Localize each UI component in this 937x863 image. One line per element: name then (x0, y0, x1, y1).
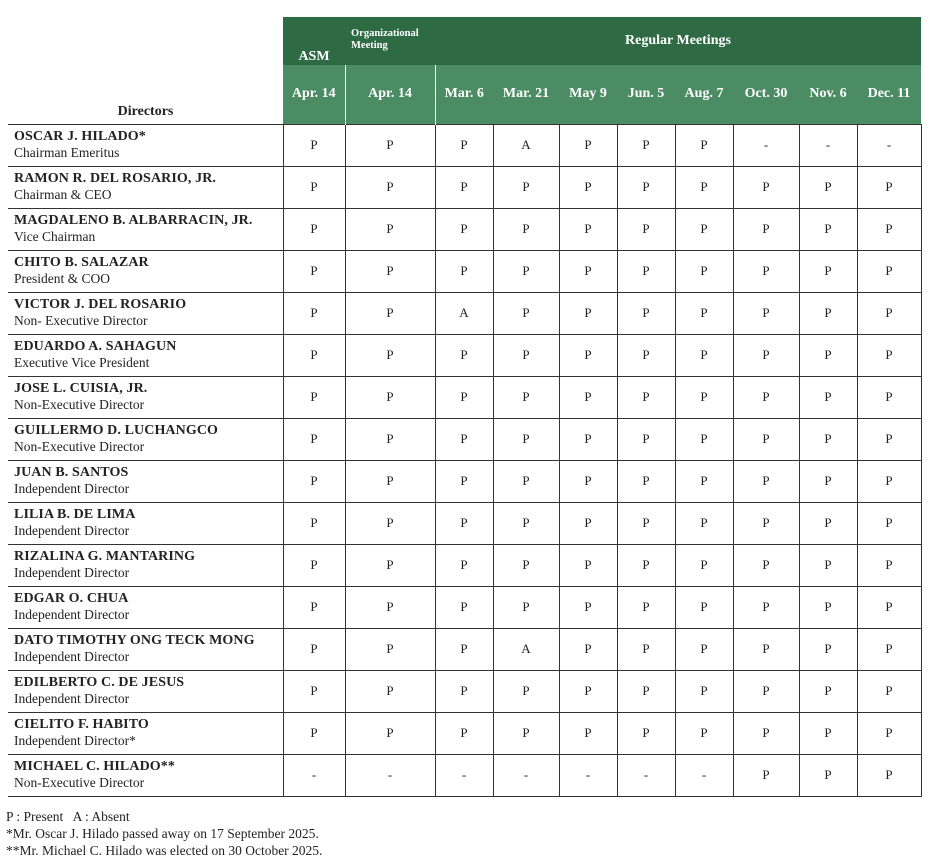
attendance-cell: P (493, 712, 559, 754)
attendance-cell: P (617, 502, 675, 544)
director-name: GUILLERMO D. LUCHANGCO (14, 423, 219, 438)
director-role: Independent Director (14, 481, 130, 496)
attendance-cell: P (345, 460, 435, 502)
attendance-cell: P (493, 544, 559, 586)
attendance-cell: P (493, 502, 559, 544)
attendance-cell: P (799, 712, 857, 754)
director-row (8, 124, 921, 166)
attendance-cell: P (617, 460, 675, 502)
attendance-cell: P (283, 544, 345, 586)
regular-meetings-header: Regular Meetings (435, 17, 921, 65)
director-name: JUAN B. SANTOS (14, 465, 129, 480)
org-meeting-header: Organizational Meeting (345, 17, 435, 65)
attendance-cell: P (559, 124, 617, 166)
attendance-cell: P (857, 460, 921, 502)
attendance-cell: P (435, 586, 493, 628)
date-header: Apr. 14 (345, 65, 435, 124)
attendance-cell: P (799, 586, 857, 628)
attendance-cell: P (799, 418, 857, 460)
director-cell (8, 460, 283, 502)
attendance-cell: P (435, 670, 493, 712)
attendance-cell: P (857, 544, 921, 586)
date-header: Dec. 11 (857, 65, 921, 124)
attendance-cell: P (733, 166, 799, 208)
director-cell (8, 334, 283, 376)
attendance-cell: P (435, 502, 493, 544)
director-cell (8, 208, 283, 250)
attendance-cell: P (675, 334, 733, 376)
attendance-cell: A (493, 628, 559, 670)
attendance-cell: P (559, 376, 617, 418)
footnote-2: **Mr. Michael C. Hilado was elected on 30 October 2025. (6, 843, 323, 858)
attendance-cell: P (675, 250, 733, 292)
attendance-cell: - (435, 754, 493, 796)
attendance-cell: P (675, 670, 733, 712)
director-name: RAMON R. DEL ROSARIO, JR. (14, 171, 217, 186)
attendance-cell: P (283, 628, 345, 670)
attendance-cell: P (559, 250, 617, 292)
attendance-cell: - (493, 754, 559, 796)
attendance-cell: P (675, 292, 733, 334)
director-row (8, 460, 921, 502)
attendance-cell: - (733, 124, 799, 166)
director-role: Vice Chairman (14, 229, 96, 244)
attendance-cell: P (857, 250, 921, 292)
director-row (8, 334, 921, 376)
attendance-cell: P (799, 292, 857, 334)
attendance-cell: P (559, 544, 617, 586)
attendance-cell: P (733, 460, 799, 502)
director-cell (8, 376, 283, 418)
attendance-cell: P (733, 250, 799, 292)
director-name: JOSE L. CUISIA, JR. (14, 381, 148, 396)
attendance-cell: P (435, 544, 493, 586)
attendance-cell: P (493, 292, 559, 334)
attendance-cell: P (857, 292, 921, 334)
attendance-cell: P (283, 334, 345, 376)
director-cell (8, 712, 283, 754)
attendance-cell: P (857, 376, 921, 418)
attendance-cell: P (617, 250, 675, 292)
header-row-groups (8, 17, 921, 65)
attendance-cell: P (617, 124, 675, 166)
director-cell (8, 502, 283, 544)
attendance-cell: P (733, 544, 799, 586)
attendance-cell: - (559, 754, 617, 796)
director-role: Non-Executive Director (14, 397, 145, 412)
attendance-cell: P (283, 586, 345, 628)
director-role: President & COO (14, 271, 110, 286)
director-row (8, 292, 921, 334)
attendance-cell: P (345, 628, 435, 670)
attendance-cell: P (733, 334, 799, 376)
attendance-cell: - (799, 124, 857, 166)
attendance-cell: P (435, 628, 493, 670)
director-role: Independent Director (14, 607, 130, 622)
date-header: Apr. 14 (283, 65, 345, 124)
attendance-cell: P (493, 376, 559, 418)
attendance-cell: P (345, 334, 435, 376)
footnotes (6, 808, 322, 859)
attendance-cell: P (675, 418, 733, 460)
attendance-cell: P (675, 376, 733, 418)
attendance-cell: P (799, 754, 857, 796)
attendance-cell: P (345, 124, 435, 166)
attendance-cell: P (345, 418, 435, 460)
attendance-cell: P (617, 334, 675, 376)
attendance-cell: P (345, 292, 435, 334)
director-cell (8, 166, 283, 208)
attendance-cell: P (799, 502, 857, 544)
attendance-cell: P (435, 376, 493, 418)
attendance-cell: P (345, 502, 435, 544)
attendance-cell: - (345, 754, 435, 796)
attendance-cell: P (617, 292, 675, 334)
attendance-cell: P (283, 460, 345, 502)
director-row (8, 586, 921, 628)
director-row (8, 208, 921, 250)
attendance-cell: P (799, 208, 857, 250)
attendance-cell: P (799, 670, 857, 712)
attendance-table (8, 17, 922, 797)
director-cell (8, 250, 283, 292)
director-name: EDGAR O. CHUA (14, 591, 129, 606)
attendance-cell: P (559, 418, 617, 460)
attendance-cell: P (675, 166, 733, 208)
attendance-cell: P (493, 208, 559, 250)
director-row (8, 502, 921, 544)
date-header: Aug. 7 (675, 65, 733, 124)
attendance-cell: P (617, 376, 675, 418)
attendance-cell: P (345, 208, 435, 250)
attendance-cell: P (283, 292, 345, 334)
director-role: Executive Vice President (14, 355, 150, 370)
attendance-cell: P (857, 502, 921, 544)
attendance-cell: P (493, 166, 559, 208)
attendance-cell: P (799, 460, 857, 502)
attendance-cell: P (675, 460, 733, 502)
attendance-cell: - (617, 754, 675, 796)
attendance-cell: P (857, 670, 921, 712)
attendance-cell: P (675, 712, 733, 754)
attendance-cell: P (345, 544, 435, 586)
attendance-cell: P (733, 712, 799, 754)
attendance-cell: - (675, 754, 733, 796)
director-name: EDILBERTO C. DE JESUS (14, 675, 185, 690)
attendance-cell: P (493, 460, 559, 502)
director-row (8, 376, 921, 418)
attendance-cell: P (733, 376, 799, 418)
attendance-cell: P (675, 544, 733, 586)
attendance-cell: P (559, 670, 617, 712)
attendance-cell: P (857, 208, 921, 250)
attendance-cell: P (283, 502, 345, 544)
director-role: Independent Director (14, 523, 130, 538)
director-row (8, 670, 921, 712)
date-header: Oct. 30 (733, 65, 799, 124)
director-row (8, 544, 921, 586)
attendance-cell: P (435, 418, 493, 460)
director-cell (8, 124, 283, 166)
attendance-cell: P (435, 460, 493, 502)
director-role: Independent Director (14, 649, 130, 664)
director-role: Independent Director (14, 565, 130, 580)
attendance-cell: P (675, 124, 733, 166)
director-role: Non-Executive Director (14, 775, 145, 790)
attendance-cell: P (617, 586, 675, 628)
attendance-cell: P (617, 166, 675, 208)
legend-note: P : Present A : Absent (6, 809, 130, 824)
attendance-cell: P (559, 166, 617, 208)
attendance-cell: P (799, 250, 857, 292)
director-row (8, 754, 921, 796)
attendance-cell: P (857, 712, 921, 754)
director-name: RIZALINA G. MANTARING (14, 549, 196, 564)
director-row (8, 712, 921, 754)
attendance-cell: P (283, 166, 345, 208)
attendance-cell: P (799, 628, 857, 670)
director-role: Non-Executive Director (14, 439, 145, 454)
director-name: CHITO B. SALAZAR (14, 255, 149, 270)
director-cell (8, 544, 283, 586)
director-cell (8, 418, 283, 460)
attendance-cell: P (857, 418, 921, 460)
attendance-cell: P (799, 544, 857, 586)
director-name: DATO TIMOTHY ONG TECK MONG (14, 633, 255, 648)
attendance-cell: P (345, 376, 435, 418)
attendance-cell: P (435, 166, 493, 208)
attendance-cell: P (733, 418, 799, 460)
directors-header: Directors (117, 103, 174, 119)
date-header: Nov. 6 (799, 65, 857, 124)
attendance-cell: P (493, 670, 559, 712)
attendance-cell: P (617, 628, 675, 670)
director-name: MICHAEL C. HILADO** (14, 759, 175, 774)
director-cell (8, 628, 283, 670)
attendance-cell: A (493, 124, 559, 166)
director-role: Chairman & CEO (14, 187, 112, 202)
attendance-cell: P (617, 544, 675, 586)
attendance-cell: P (345, 166, 435, 208)
director-cell (8, 586, 283, 628)
attendance-cell: P (345, 670, 435, 712)
attendance-cell: P (345, 586, 435, 628)
date-header: Jun. 5 (617, 65, 675, 124)
attendance-cell: P (733, 502, 799, 544)
director-cell (8, 670, 283, 712)
attendance-cell: P (733, 754, 799, 796)
attendance-cell: P (493, 250, 559, 292)
attendance-cell: P (733, 292, 799, 334)
attendance-cell: P (675, 502, 733, 544)
attendance-cell: P (283, 124, 345, 166)
attendance-cell: P (799, 376, 857, 418)
attendance-cell: P (559, 502, 617, 544)
asm-header: ASM (283, 17, 345, 65)
director-name: MAGDALENO B. ALBARRACIN, JR. (14, 213, 253, 228)
attendance-cell: P (799, 334, 857, 376)
attendance-cell: P (493, 418, 559, 460)
attendance-cell: P (675, 628, 733, 670)
attendance-cell: P (617, 670, 675, 712)
attendance-cell: P (283, 418, 345, 460)
attendance-cell: P (435, 124, 493, 166)
footnote-1: *Mr. Oscar J. Hilado passed away on 17 September 2025. (6, 826, 319, 841)
attendance-cell: P (617, 208, 675, 250)
attendance-cell: P (283, 712, 345, 754)
attendance-cell: - (857, 124, 921, 166)
attendance-cell: P (283, 208, 345, 250)
date-header: May 9 (559, 65, 617, 124)
attendance-cell: P (857, 166, 921, 208)
director-role: Non- Executive Director (14, 313, 148, 328)
attendance-cell: P (857, 628, 921, 670)
attendance-cell: P (617, 712, 675, 754)
attendance-cell: P (283, 670, 345, 712)
attendance-cell: P (283, 376, 345, 418)
attendance-cell: P (283, 250, 345, 292)
director-name: LILIA B. DE LIMA (14, 507, 136, 522)
attendance-cell: P (559, 460, 617, 502)
director-role: Independent Director* (14, 733, 136, 748)
attendance-cell: P (857, 334, 921, 376)
attendance-cell: P (675, 586, 733, 628)
attendance-cell: P (733, 586, 799, 628)
attendance-cell: P (345, 250, 435, 292)
director-row (8, 166, 921, 208)
attendance-cell: P (559, 334, 617, 376)
attendance-cell: P (799, 166, 857, 208)
attendance-cell: - (283, 754, 345, 796)
attendance-cell: P (733, 628, 799, 670)
attendance-cell: P (559, 208, 617, 250)
date-header: Mar. 21 (493, 65, 559, 124)
attendance-cell: P (435, 712, 493, 754)
director-name: EDUARDO A. SAHAGUN (14, 339, 177, 354)
attendance-cell: P (857, 586, 921, 628)
attendance-cell: P (435, 334, 493, 376)
attendance-cell: P (559, 292, 617, 334)
attendance-cell: P (559, 628, 617, 670)
attendance-cell: P (493, 334, 559, 376)
director-row (8, 418, 921, 460)
attendance-cell: P (617, 418, 675, 460)
director-name: VICTOR J. DEL ROSARIO (14, 297, 187, 312)
attendance-cell: P (435, 250, 493, 292)
director-name: OSCAR J. HILADO* (14, 129, 146, 144)
attendance-cell: A (435, 292, 493, 334)
attendance-cell: P (493, 586, 559, 628)
director-role: Chairman Emeritus (14, 145, 120, 160)
attendance-cell: P (559, 586, 617, 628)
attendance-cell: P (733, 208, 799, 250)
attendance-cell: P (345, 712, 435, 754)
date-header: Mar. 6 (435, 65, 493, 124)
attendance-cell: P (675, 208, 733, 250)
attendance-body (8, 124, 921, 796)
attendance-cell: P (559, 712, 617, 754)
director-row (8, 250, 921, 292)
director-row (8, 628, 921, 670)
attendance-cell: P (435, 208, 493, 250)
director-cell (8, 292, 283, 334)
director-name: CIELITO F. HABITO (14, 717, 149, 732)
director-cell (8, 754, 283, 796)
director-role: Independent Director (14, 691, 130, 706)
attendance-cell: P (857, 754, 921, 796)
attendance-cell: P (733, 670, 799, 712)
